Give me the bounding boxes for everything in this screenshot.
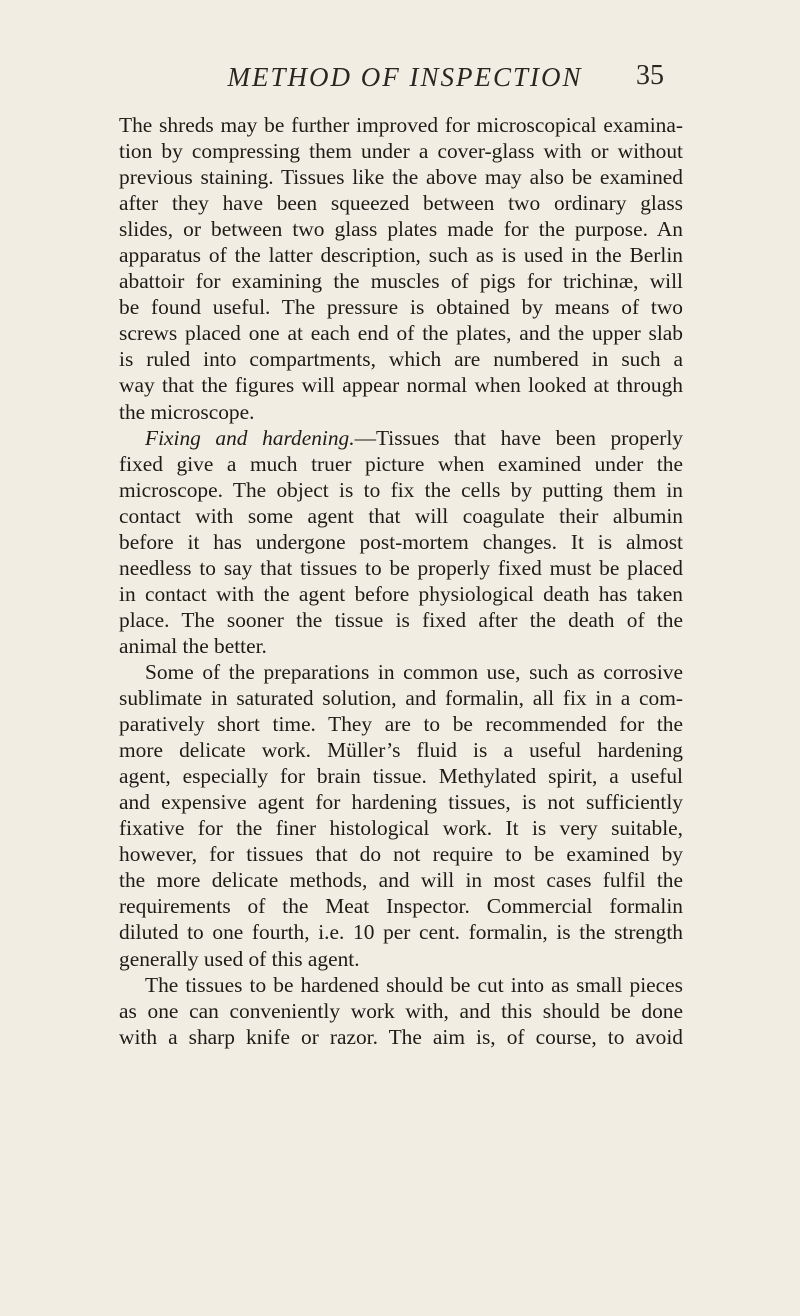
text-line: with a sharp knife or razor. The aim is, of course, to avoid — [119, 1024, 683, 1049]
text-line: Some of the preparations in common use, such as corrosive — [145, 659, 683, 684]
text-line: microscope. The object is to fix the cells by putting them in — [119, 477, 683, 502]
text-line: place. The sooner the tissue is fixed after the death of the — [119, 607, 683, 632]
text-line: needless to say that tissues to be properly fixed must be placed — [119, 555, 683, 580]
text-line: more delicate work. Müller’s fluid is a useful hardening — [119, 738, 683, 763]
text-line: in contact with the agent before physiological death has taken — [119, 581, 683, 606]
text-line: diluted to one fourth, i.e. 10 per cent. formalin, is the strength — [119, 920, 683, 945]
text-line: abattoir for examining the muscles of pigs for trichinæ, will — [119, 269, 683, 294]
body-text — [119, 112, 683, 1050]
text-line: before it has undergone post-mortem changes. It is almost — [119, 529, 683, 554]
section-heading: Fixing and hardening. — [145, 425, 355, 450]
text-line: however, for tissues that do not require to be examined by — [119, 842, 683, 867]
text-line: The shreds may be further improved for microscopical examina- — [119, 113, 683, 137]
text-line: and expensive agent for hardening tissues, is not sufficiently — [119, 790, 683, 815]
text-line: be found useful. The pressure is obtained by means of two — [119, 295, 683, 320]
text-line: The tissues to be hardened should be cut into as small pieces — [145, 972, 683, 997]
paragraph-tissues-hardened — [119, 972, 683, 1050]
text-line: tion by compressing them under a cover-glass with or without — [119, 139, 683, 164]
text-line: screws placed one at each end of the plates, and the upper slab — [119, 321, 683, 346]
running-title: METHOD OF INSPECTION — [227, 62, 583, 92]
paragraph-fixing-hardening — [119, 425, 683, 659]
text-line: is ruled into compartments, which are numbered in such a — [119, 347, 683, 372]
text-line: agent, especially for brain tissue. Methylated spirit, a useful — [119, 764, 683, 789]
text-line: fixed give a much truer picture when examined under the — [119, 451, 683, 476]
text-line: fixative for the finer histological work. It is very suitable, — [119, 816, 683, 841]
text-line: apparatus of the latter description, such as is used in the Berlin — [119, 243, 683, 268]
text-line: requirements of the Meat Inspector. Commercial formalin — [119, 894, 683, 919]
text-line: sublimate in saturated solution, and formalin, all fix in a com- — [119, 686, 683, 711]
text-line: after they have been squeezed between two ordinary glass — [119, 191, 683, 216]
text-line: generally used of this agent. — [119, 946, 360, 971]
text-line: paratively short time. They are to be recommended for the — [119, 712, 683, 737]
text-line-rest: —Tissues that have been properly — [354, 425, 684, 450]
text-line: as one can conveniently work with, and this should be done — [119, 998, 683, 1023]
text-line: the more delicate methods, and will in most cases fulfil the — [119, 868, 683, 893]
text-line: slides, or between two glass plates made for the purpose. An — [119, 217, 683, 242]
text-line: previous staining. Tissues like the above may also be examined — [119, 165, 683, 190]
paragraph-preparations — [119, 659, 683, 972]
text-line: animal the better. — [119, 633, 267, 658]
text-line: way that the figures will appear normal when looked at through — [119, 373, 683, 398]
paragraph-shreds — [119, 112, 683, 425]
page-number: 35 — [636, 60, 664, 91]
text-line — [119, 425, 683, 451]
text-line: the microscope. — [119, 399, 255, 424]
text-line: contact with some agent that will coagulate their albumin — [119, 503, 683, 528]
